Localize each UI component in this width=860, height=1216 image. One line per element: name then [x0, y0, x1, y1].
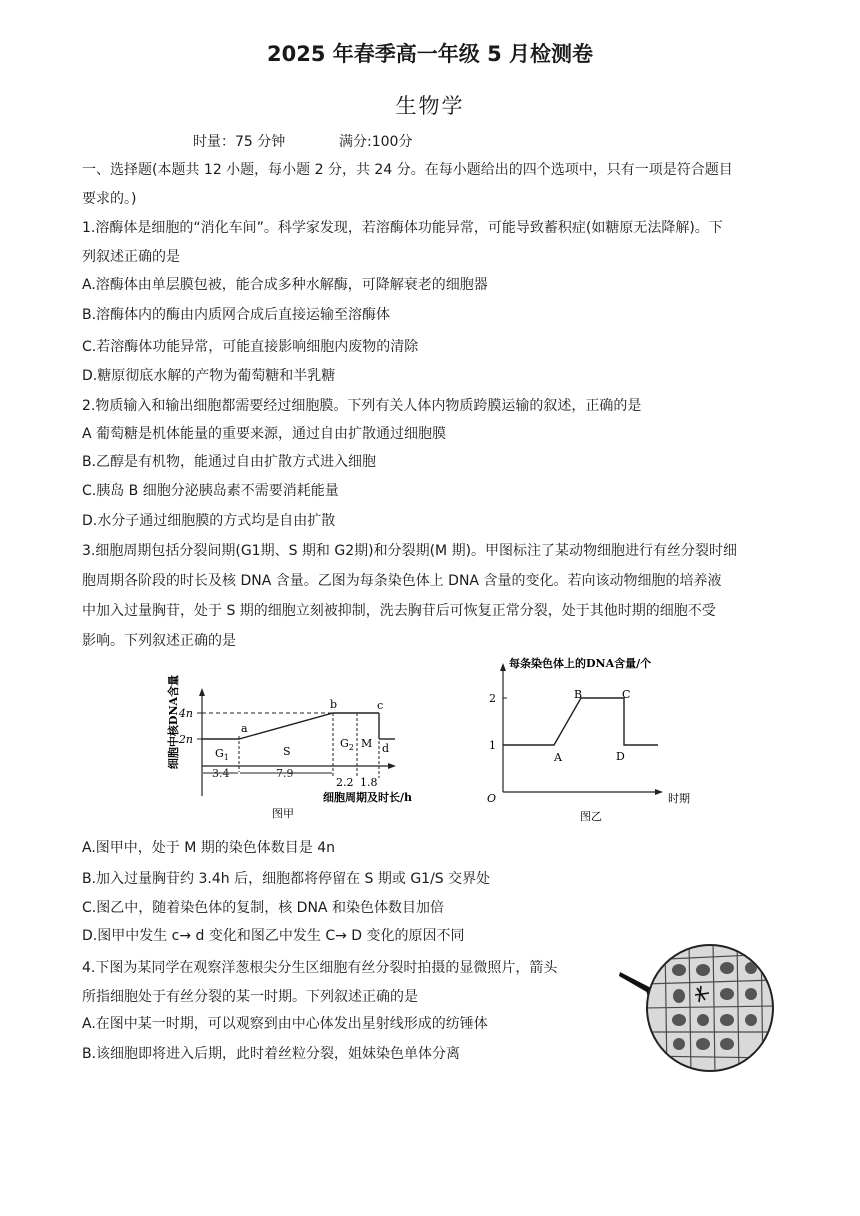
- fig-jia-time-arrow: [388, 763, 396, 769]
- exam-title: 2025 年春季高一年级 5 月检测卷: [267, 42, 593, 66]
- fig-jia-ylabel: 细胞中核DNA含量: [167, 674, 180, 770]
- fig-yi-xlabel: 时期: [668, 792, 690, 805]
- fig-yi-dna-curve: [503, 698, 658, 745]
- fig-jia-phase-g2: $G_2$: [340, 737, 354, 752]
- micrograph-image: [615, 940, 775, 1075]
- exam-time: 时量：75 分钟: [193, 134, 286, 150]
- q1-stem-line1: 1.溶酶体是细胞的“消化车间”。科学家发现，若溶酶体功能异常，可能导致蓄积症(如糖原无法降解)。下: [82, 220, 723, 236]
- fig-jia-point-b: b: [330, 698, 338, 711]
- fig-yi-ylabel: 每条染色体上的DNA含量/个: [509, 657, 652, 670]
- fig-jia-y-4n: 4n: [178, 707, 193, 720]
- fig-yi-x-arrow: [655, 789, 663, 795]
- exam-score: 满分:100分: [339, 134, 413, 150]
- q1-option-c: C.若溶酶体功能异常，可能直接影响细胞内废物的清除: [82, 339, 419, 355]
- fig-yi-caption: 图乙: [580, 810, 602, 823]
- fig-jia-point-a: a: [241, 722, 248, 735]
- q3-stem-line2: 胞周期各阶段的时长及核 DNA 含量。乙图为每条染色体上 DNA 含量的变化。若向该动物细胞的培养液: [82, 573, 722, 589]
- q3-stem-line4: 影响。下列叙述正确的是: [82, 633, 236, 649]
- fig-yi-y-2: 2: [489, 692, 496, 705]
- fig-yi-point-c: C: [622, 688, 631, 701]
- q4-option-b: B.该细胞即将进入后期，此时着丝粒分裂，姐妹染色单体分离: [82, 1046, 461, 1062]
- q2-option-b: B.乙醇是有机物，能通过自由扩散方式进入细胞: [82, 454, 377, 470]
- q3-option-a: A.图甲中，处于 M 期的染色体数目是 4n: [82, 840, 335, 856]
- q1-option-a: A.溶酶体由单层膜包被，能合成多种水解酶，可降解衰老的细胞器: [82, 277, 488, 293]
- fig-jia-dna-curve: [202, 713, 379, 739]
- fig-jia-y-arrow: [199, 688, 205, 696]
- fig-jia-point-c: c: [377, 699, 384, 712]
- fig-jia-caption: 图甲: [272, 807, 294, 820]
- q3-option-b: B.加入过量胸苷约 3.4h 后，细胞都将停留在 S 期或 G1/S 交界处: [82, 871, 491, 887]
- q2-option-a: A 葡萄糖是机体能量的重要来源，通过自由扩散通过细胞膜: [82, 426, 447, 442]
- figure-jia: [155, 670, 445, 830]
- q4-stem-line2: 所指细胞处于有丝分裂的某一时期。下列叙述正确的是: [82, 989, 418, 1005]
- section-heading-line1: 一、选择题(本题共 12 小题，每小题 2 分，共 24 分。在每小题给出的四个选项中，只有一项是符合题目: [82, 162, 733, 178]
- fig-jia-point-d: d: [382, 742, 390, 755]
- q1-stem-line2: 列叙述正确的是: [82, 249, 180, 265]
- fig-jia-phase-g1: $G_1$: [215, 747, 229, 762]
- section-heading-line2: 要求的。): [82, 191, 137, 207]
- fig-yi-y-1: 1: [489, 739, 496, 752]
- q1-option-b: B.溶酶体内的酶由内质网合成后直接运输至溶酶体: [82, 307, 391, 323]
- fig-yi-point-a: A: [554, 751, 562, 764]
- fig-jia-dur-4: 1.8: [360, 776, 378, 789]
- fig-jia-y-2n: 2n: [178, 733, 193, 746]
- q2-option-c: C.胰岛 B 细胞分泌胰岛素不需要消耗能量: [82, 483, 339, 499]
- figure-yi: [480, 650, 710, 830]
- q1-option-d: D.糖原彻底水解的产物为葡萄糖和半乳糖: [82, 368, 336, 384]
- q3-stem-line1: 3.细胞周期包括分裂间期(G1期、S 期和 G2期)和分裂期(M 期)。甲图标注了某动物细胞进行有丝分裂时细: [82, 543, 738, 559]
- q3-stem-line3: 中加入过量胸苷，处于 S 期的细胞立刻被抑制，洗去胸苷后可恢复正常分裂，处于其他时期的细胞不受: [82, 603, 716, 619]
- fig-jia-phase-m: M: [361, 737, 373, 750]
- fig-jia-dur-1: 3.4: [212, 767, 230, 780]
- fig-yi-point-d: D: [616, 750, 625, 763]
- fig-jia-dur-2: 7.9: [276, 767, 294, 780]
- fig-jia-xlabel: 细胞周期及时长/h: [323, 791, 413, 804]
- fig-yi-y-arrow: [500, 663, 506, 671]
- q4-stem-line1: 4.下图为某同学在观察洋葱根尖分生区细胞有丝分裂时拍摄的显微照片，箭头: [82, 960, 558, 976]
- fig-yi-point-b: B: [574, 688, 583, 701]
- fig-jia-phase-s: S: [283, 745, 291, 758]
- q2-stem: 2.物质输入和输出细胞都需要经过细胞膜。下列有关人体内物质跨膜运输的叙述，正确的是: [82, 398, 642, 414]
- fig-yi-origin: O: [486, 792, 496, 805]
- fig-jia-dur-3: 2.2: [336, 776, 354, 789]
- q3-option-d: D.图甲中发生 c→ d 变化和图乙中发生 C→ D 变化的原因不同: [82, 928, 465, 944]
- q2-option-d: D.水分子通过细胞膜的方式均是自由扩散: [82, 513, 336, 529]
- q3-option-c: C.图乙中，随着染色体的复制，核 DNA 和染色体数目加倍: [82, 900, 444, 916]
- subject-title: 生物学: [395, 94, 465, 118]
- q4-option-a: A.在图中某一时期，可以观察到由中心体发出星射线形成的纺锤体: [82, 1016, 488, 1032]
